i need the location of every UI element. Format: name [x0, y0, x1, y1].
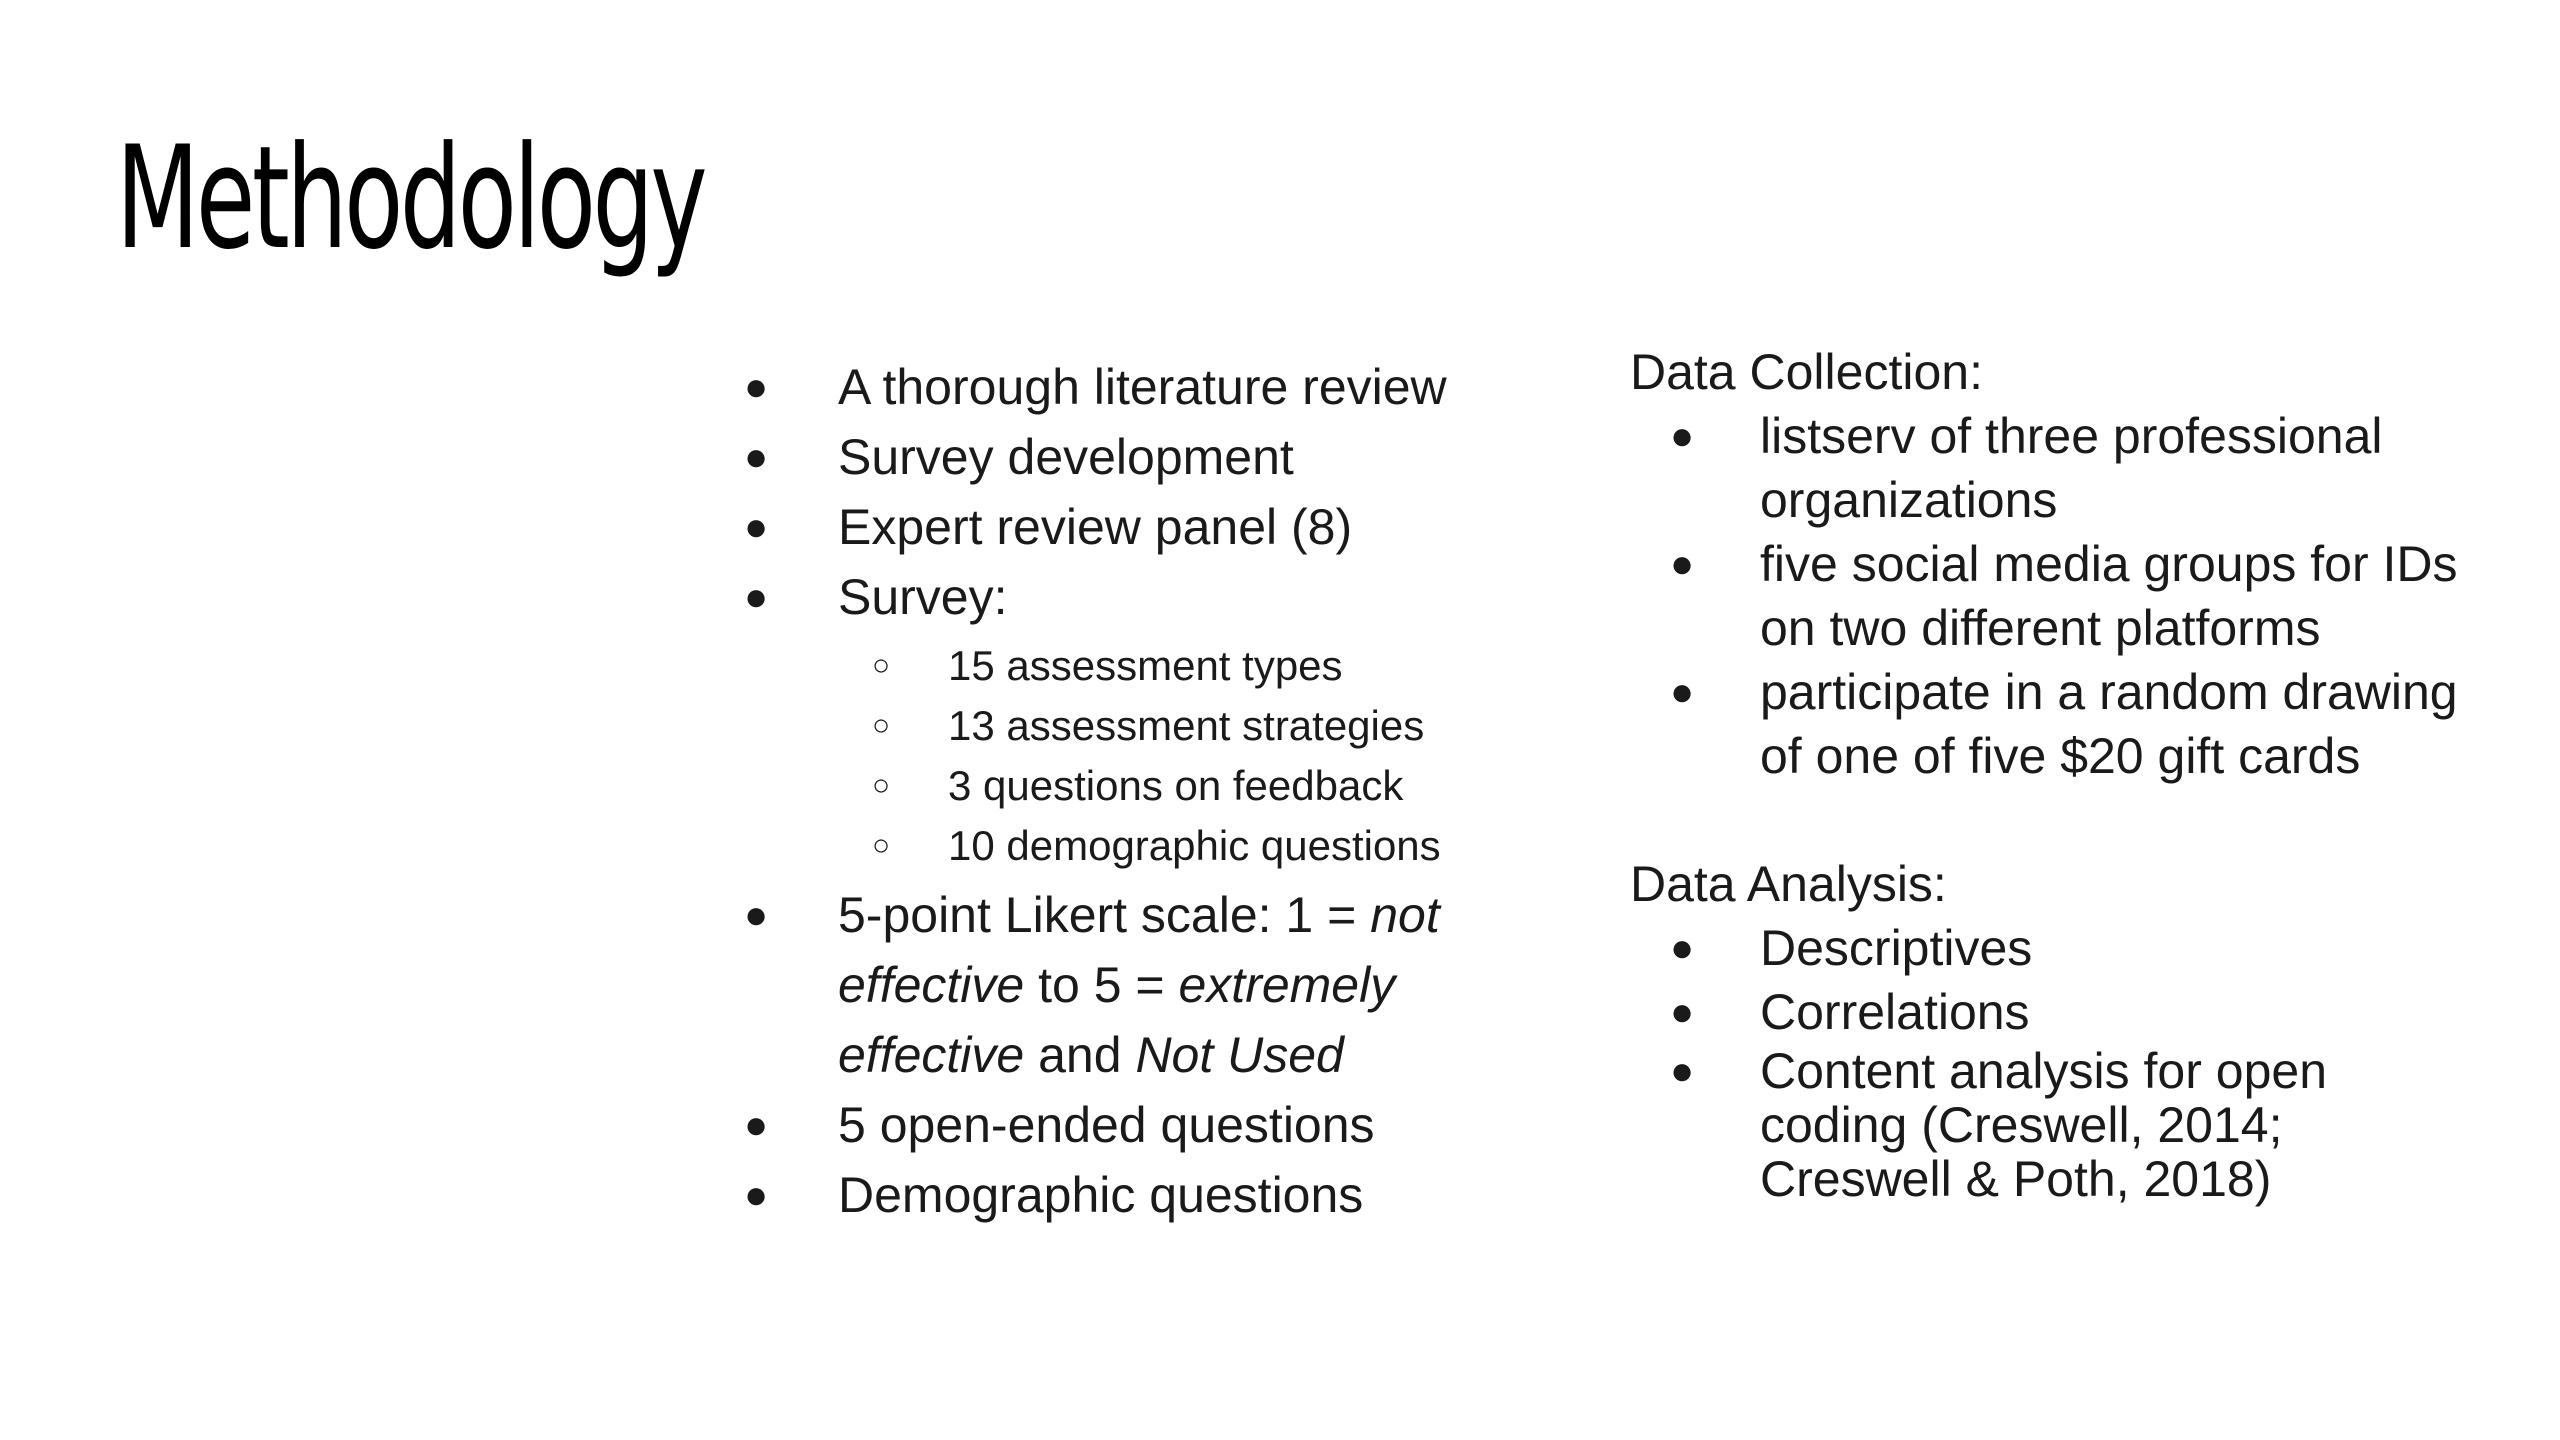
list-item: [1670, 532, 2470, 660]
bullet-icon: ●: [1670, 414, 1695, 458]
list-item-text: Descriptives: [1760, 920, 2033, 976]
likert-text-italic: Not Used: [1135, 1027, 1344, 1083]
data-analysis-heading: Data Analysis:: [1630, 856, 1947, 912]
list-item: [1670, 1044, 2470, 1206]
sub-list-item: [872, 756, 1544, 816]
list-item: [744, 492, 1544, 562]
list-item: [1670, 916, 2470, 980]
list-item-text: five social media groups for IDs on two different platforms: [1760, 536, 2458, 656]
list-item-text: Content analysis for open coding (Creswell, 2014; Creswell & Poth, 2018): [1760, 1043, 2328, 1207]
data-analysis-list: [1670, 916, 2470, 1206]
bullet-icon: ●: [1670, 670, 1695, 714]
data-collection-list: [1670, 404, 2470, 788]
list-item: [744, 422, 1544, 492]
data-collection-heading: Data Collection:: [1630, 344, 1983, 400]
bullet-icon: ●: [744, 893, 769, 937]
list-item-text: Expert review panel (8): [838, 499, 1353, 555]
list-item-text: Correlations: [1760, 984, 2030, 1040]
circle-bullet-icon: ○: [872, 709, 891, 742]
bullet-icon: ●: [744, 1103, 769, 1147]
list-item: [744, 1160, 1544, 1230]
slide-title: Methodology: [116, 116, 705, 281]
likert-text-part: to 5 =: [1024, 957, 1179, 1013]
list-item-text: Survey development: [838, 429, 1294, 485]
bullet-icon: ●: [744, 575, 769, 619]
bullet-icon: ●: [744, 435, 769, 479]
list-item-text: listserv of three professional organizations: [1760, 408, 2383, 528]
likert-text: [838, 887, 1440, 1083]
list-item: [744, 562, 1544, 632]
bullet-icon: ●: [744, 505, 769, 549]
methodology-list: [744, 352, 1544, 1230]
list-item: [1670, 660, 2470, 788]
list-item: [1670, 404, 2470, 532]
bullet-icon: ●: [1670, 542, 1695, 586]
circle-bullet-icon: ○: [872, 829, 891, 862]
sub-list-item-text: 10 demographic questions: [948, 822, 1441, 869]
likert-text-part: and: [1024, 1027, 1136, 1083]
bullet-icon: ●: [744, 365, 769, 409]
bullet-icon: ●: [1670, 926, 1695, 970]
survey-sub-list: [872, 636, 1544, 876]
list-item-text: Survey:: [838, 569, 1008, 625]
sub-list-item: [872, 696, 1544, 756]
sub-list-item-text: 3 questions on feedback: [948, 762, 1404, 809]
bullet-icon: ●: [1670, 1049, 1695, 1093]
list-item-text: 5 open-ended questions: [838, 1097, 1375, 1153]
list-item: [744, 352, 1544, 422]
bullet-icon: ●: [744, 1173, 769, 1217]
list-item-text: Demographic questions: [838, 1167, 1364, 1223]
likert-text-italic: extremely effective: [838, 957, 1396, 1083]
sub-list-item: [872, 816, 1544, 876]
list-item-text: A thorough literature review: [838, 359, 1447, 415]
circle-bullet-icon: ○: [872, 649, 891, 682]
sub-list-item-text: 15 assessment types: [948, 642, 1343, 689]
likert-scale-item: [744, 880, 1544, 1090]
circle-bullet-icon: ○: [872, 769, 891, 802]
right-column: [1630, 340, 2470, 1206]
list-item: [1670, 980, 2470, 1044]
likert-text-italic: not effective: [838, 887, 1440, 1013]
bullet-icon: ●: [1670, 990, 1695, 1034]
sub-list-item-text: 13 assessment strategies: [948, 702, 1425, 749]
sub-list-item: [872, 636, 1544, 696]
list-item-text: participate in a random drawing of one of five $20 gift cards: [1760, 664, 2458, 784]
likert-text-part: 5-point Likert scale: 1 =: [838, 887, 1371, 943]
list-item: [744, 1090, 1544, 1160]
spacer: [1630, 788, 2470, 852]
